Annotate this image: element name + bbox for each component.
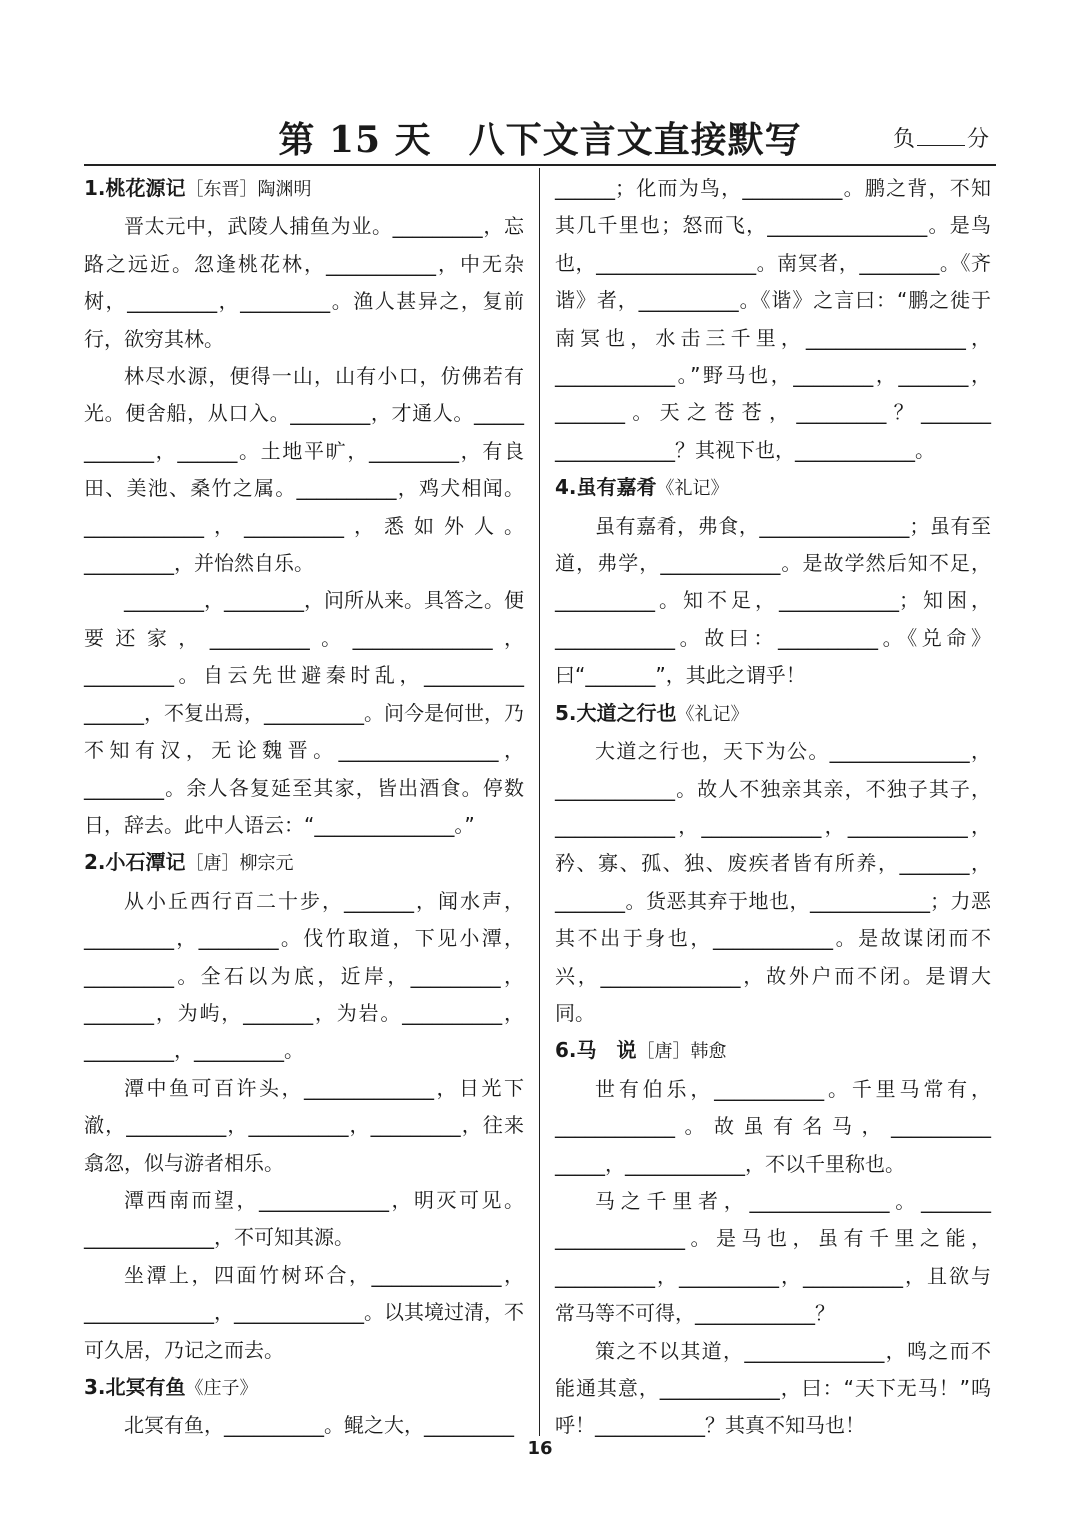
score-prefix: 负 [893,127,916,152]
section-author: 《礼记》 [656,478,729,500]
passage-paragraph: 虽有嘉肴，弗食，_______________；虽有至道，弗学，____________。是故学然后知不足，__________。知不足，____________；知困，____________。故曰：__________。《兑命》曰“_______”，其此之谓乎！ [555,513,991,688]
page-title: 第 15 天 八下文言文直接默写 [278,119,802,161]
section-name: 6.马 说 [555,1038,637,1063]
section-title [555,1032,991,1070]
passage-paragraph: 潭中鱼可百许头，_____________，日光下澈，__________，__________，_________，往来翕忽，似与游者相乐。 [84,1075,524,1175]
passage-paragraph: 坐潭上，四面竹树环合，_____________，_____________，_____________。以其境过清，不可久居，乃记之而去。 [84,1262,524,1362]
section-title [555,695,991,733]
score-box [893,122,989,153]
passage-paragraph: 策之不以其道，______________，鸣之而不能通其意，____________，曰：“天下无马！”呜呼！___________？其真不知马也！ [555,1338,991,1438]
left-column [84,170,524,1445]
passage-paragraph: 大道之行也，天下为公。______________，____________。故人不独亲其亲，不独子其子，____________，____________，____________，矜、寡、孤、独、废疾者皆有所养，_______，_______。货恶其弃于地也，____________；力恶其不出于身也，____________。是故谋闭而不兴，______________，故外户而不闭。是谓大同。 [555,739,991,1025]
score-blank[interactable] [917,127,965,146]
section-author: ［东晋］陶渊明 [185,179,312,200]
section-name: 1.桃花源记 [84,176,186,200]
section-author: 《庄子》 [185,1378,258,1399]
section-title [84,1369,524,1407]
passage-paragraph: 北冥有鱼，__________。鲲之大，_________ [124,1413,514,1438]
right-column [555,170,991,1445]
page-number: 16 [527,1438,553,1459]
section-name: 3.北冥有鱼 [84,1375,186,1399]
score-suffix: 分 [967,127,990,152]
column-divider [539,168,540,1436]
passage-paragraph: 林尽水源，便得一山，山有小口，仿佛若有光。便舍船，从口入。________，才通人。_____ _______，______。土地平旷，_________，有良田、美池、桑竹之属。__________，鸡犬相闻。____________，__________，悉如外人。_________，并怡然自乐。 [84,364,524,576]
section-title [84,170,524,208]
passage-paragraph: 马之千里者，______________。_______ _____________。是马也，虽有千里之能，__________，__________，__________，且欲与常马等不可得，____________？ [555,1188,991,1326]
passage-paragraph: 世有伯乐，___________。千里马常有，____________。故虽有名马，__________ _____，____________，不以千里称也。 [555,1076,991,1176]
section-author: ［唐］韩愈 [636,1041,727,1063]
section-title [555,469,991,507]
section-author: 《礼记》 [676,703,749,725]
passage-paragraph: ________，________，问所从来。具答之。便要还家，__________。______________，_________。自云先世避秦时乱，__________ ______，不复出焉，__________。问今是何世，乃不知有汉，无论魏晋。________________，________。余人各复延至其家，皆出酒食。停数日，辞去。此中人语云：“______________。” [84,588,524,837]
section-name: 4.虽有嘉肴 [555,475,657,500]
passage-paragraph: 潭西南而望，_____________，明灭可见。_____________，不可知其源。 [84,1187,524,1250]
section-title [84,844,524,882]
passage-paragraph: 晋太元中，武陵人捕鱼为业。_________，忘路之远近。忽逢桃花林，___________，中无杂树，_________，_________。渔人甚异之，复前行，欲穷其林。 [84,214,524,351]
section-name: 5.大道之行也 [555,700,677,725]
section-author: ［唐］柳宗元 [185,853,294,875]
passage-paragraph: 从小丘西行百二十步，_______，闻水声，_________，________。伐竹取道，下见小潭，_________。全石以为底，近岸，_________，_______，为屿，_______，为岩。__________，_________，_________。 [84,888,524,1063]
section-name: 2.小石潭记 [84,850,186,875]
passage-paragraph: ______；化而为鸟，__________。鹏之背，不知其几千里也；怒而飞，________________。是鸟也，________________。南冥者，________。《齐谐》者，__________。《谐》之言曰：“鹏之徙于南冥也，水击三千里，________________，____________。”野马也，________，_______，_______。天之苍苍，_________？_______ ____________？其视下也，____________。 [555,176,991,462]
header-rule [84,164,996,166]
